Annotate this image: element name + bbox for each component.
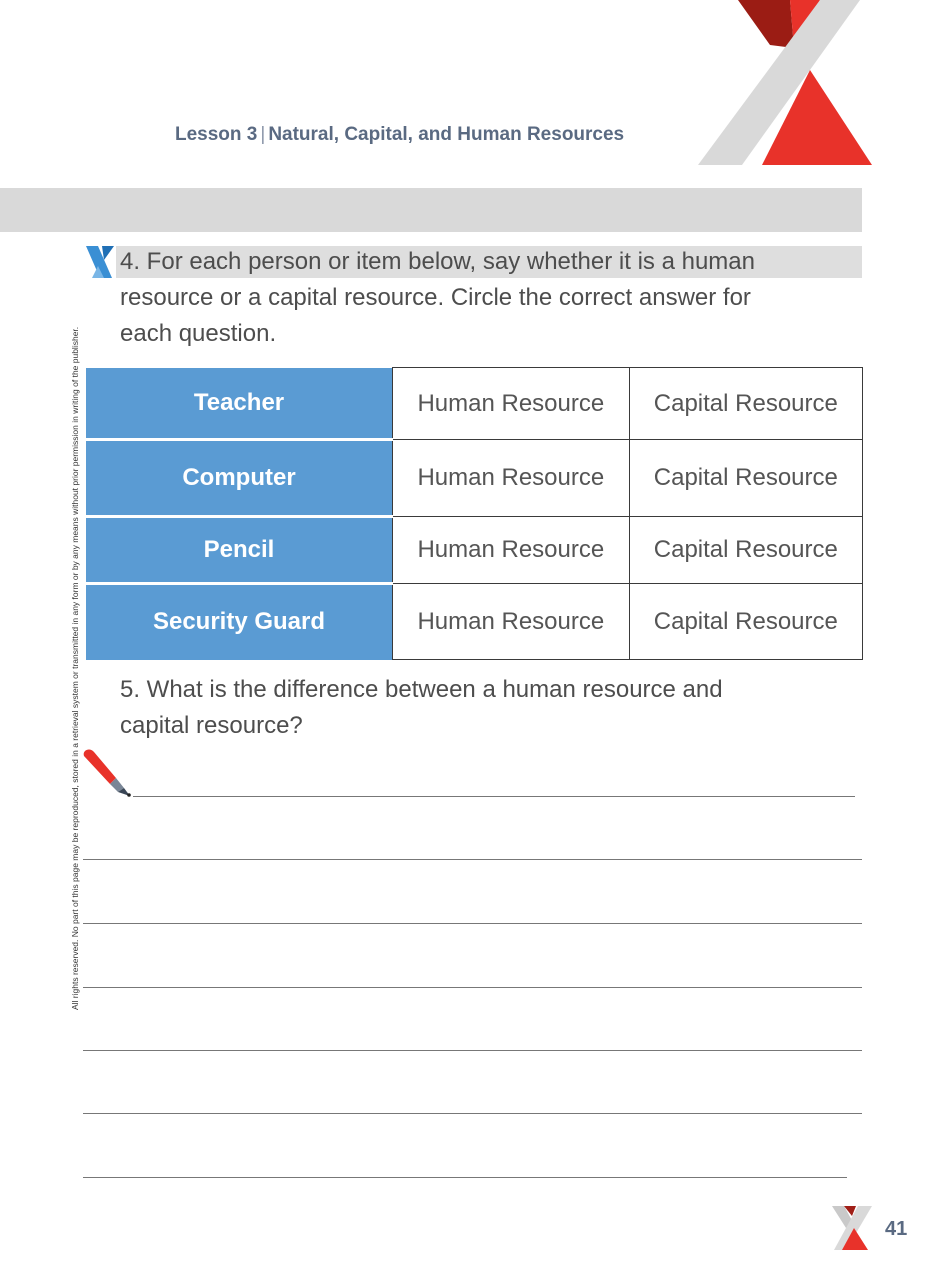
question-4-line-1: 4. For each person or item below, say whether it is a human [120,248,755,275]
capital-resource-option[interactable]: Capital Resource [629,584,862,660]
item-cell: Pencil [86,517,393,584]
table-row [86,368,863,440]
answer-line[interactable] [83,1050,862,1051]
x-small-logo [828,1206,874,1252]
answer-line[interactable] [83,1113,862,1114]
table-row [86,440,863,517]
table-row [86,584,863,660]
item-cell: Security Guard [86,584,393,660]
question-5-line-1: 5. What is the difference between a human resource and [120,676,723,703]
lesson-header [175,124,624,146]
x-logo-decoration [690,0,880,170]
answer-line[interactable] [133,796,855,797]
human-resource-option[interactable]: Human Resource [393,440,630,517]
item-cell: Computer [86,440,393,517]
answer-line[interactable] [83,859,862,860]
human-resource-option[interactable]: Human Resource [393,517,630,584]
capital-resource-option[interactable]: Capital Resource [629,517,862,584]
resource-table-grid [86,367,863,660]
question-4-line-2: resource or a capital resource. Circle the correct answer for [120,284,751,311]
page-number: 41 [885,1218,908,1240]
section-band [0,188,862,232]
answer-line[interactable] [83,1177,847,1178]
copyright-notice: All rights reserved. No part of this page may be reproduced, stored in a retrieval system or transmitted in any form or by any means without prior permission in writing of the publisher. [70,326,80,1010]
lesson-title: Natural, Capital, and Human Resources [268,124,625,145]
answer-line[interactable] [83,923,862,924]
human-resource-option[interactable]: Human Resource [393,368,630,440]
question-4 [120,244,855,352]
question-4-line-3: each question. [120,320,277,347]
resource-table [86,367,863,659]
item-cell: Teacher [86,368,393,440]
question-5 [120,672,855,744]
question-5-line-2: capital resource? [120,712,303,739]
human-resource-option[interactable]: Human Resource [393,584,630,660]
answer-line[interactable] [83,987,862,988]
x-bullet-icon [86,246,116,278]
header-separator: | [260,124,266,145]
capital-resource-option[interactable]: Capital Resource [629,368,862,440]
pen-icon [80,748,134,800]
table-row [86,517,863,584]
lesson-number: Lesson 3 [175,124,258,145]
capital-resource-option[interactable]: Capital Resource [629,440,862,517]
